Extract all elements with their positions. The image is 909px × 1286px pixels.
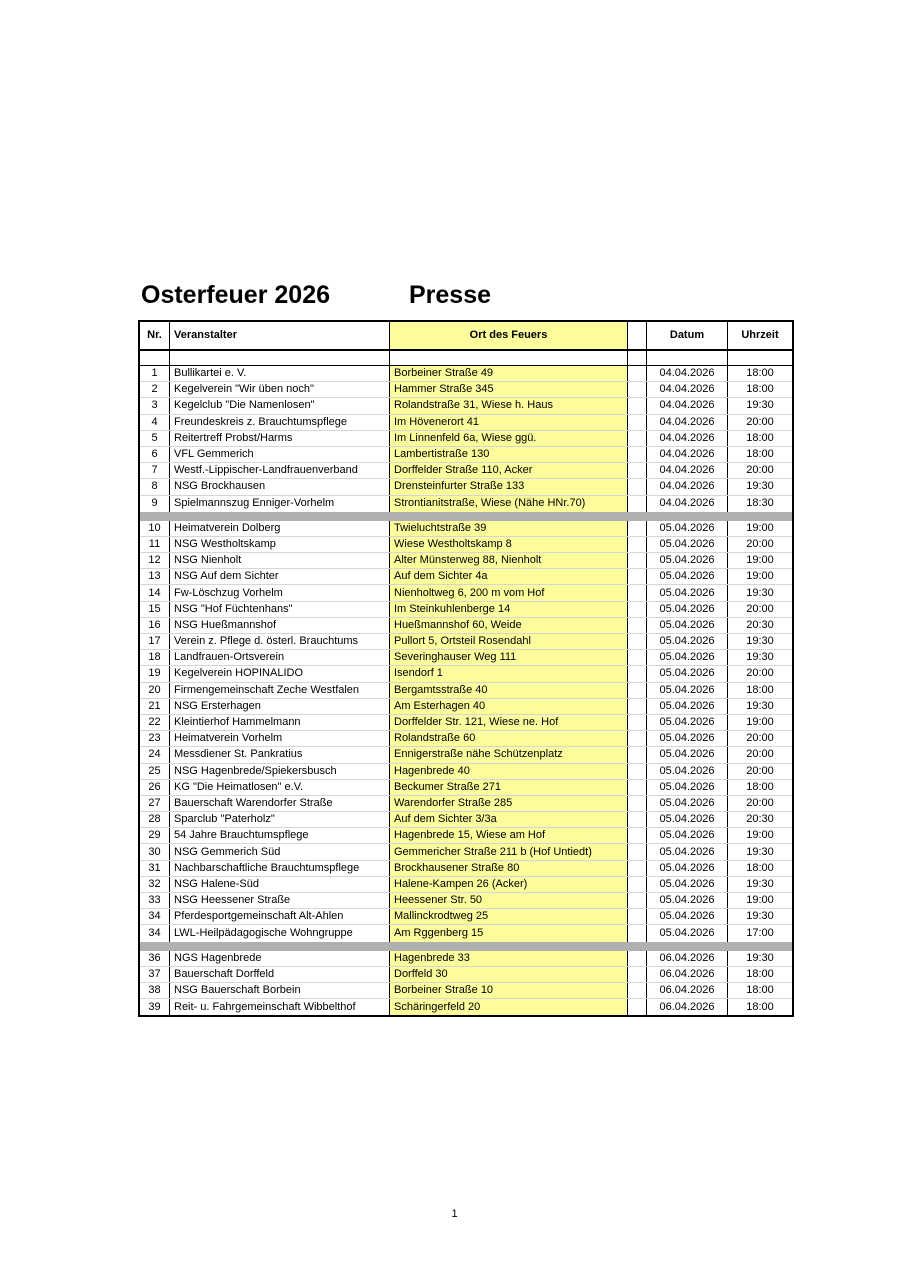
cell-veranstalter: Westf.-Lippischer-Landfrauenverband bbox=[170, 463, 390, 478]
cell-ort: Heessener Str. 50 bbox=[390, 893, 628, 908]
cell-ort: Gemmericher Straße 211 b (Hof Untiedt) bbox=[390, 844, 628, 859]
cell-uhrzeit: 19:00 bbox=[746, 570, 774, 583]
cell-ort: Brockhausener Straße 80 bbox=[390, 861, 628, 876]
cell-ort: Rolandstraße 31, Wiese h. Haus bbox=[390, 398, 628, 413]
cell-uhrzeit: 20:00 bbox=[746, 537, 774, 550]
cell-spacer bbox=[628, 731, 647, 746]
cell-nr: 23 bbox=[140, 731, 170, 746]
table-row bbox=[140, 521, 792, 537]
blank-cell bbox=[390, 351, 628, 365]
cell-spacer bbox=[628, 828, 647, 843]
cell-ort: Im Linnenfeld 6a, Wiese ggü. bbox=[390, 431, 628, 446]
cell-veranstalter: Nachbarschaftliche Brauchtumspflege bbox=[170, 861, 390, 876]
cell-nr: 10 bbox=[140, 521, 170, 536]
cell-nr: 37 bbox=[140, 967, 170, 982]
cell-uhrzeit: 19:30 bbox=[746, 586, 774, 599]
cell-datum: 04.04.2026 bbox=[647, 431, 728, 446]
cell-nr: 21 bbox=[140, 699, 170, 714]
cell-veranstalter: Kegelclub "Die Namenlosen" bbox=[170, 398, 390, 413]
cell-nr: 25 bbox=[140, 764, 170, 779]
cell-uhrzeit: 19:30 bbox=[746, 845, 774, 858]
cell-spacer bbox=[628, 699, 647, 714]
cell-veranstalter: NSG Westholtskamp bbox=[170, 537, 390, 552]
cell-ort: Auf dem Sichter 4a bbox=[390, 569, 628, 584]
cell-datum: 05.04.2026 bbox=[647, 747, 728, 762]
cell-nr: 6 bbox=[140, 447, 170, 462]
cell-spacer bbox=[628, 585, 647, 600]
cell-veranstalter: Pferdesportgemeinschaft Alt-Ahlen bbox=[170, 909, 390, 924]
cell-datum: 05.04.2026 bbox=[647, 553, 728, 568]
table-row bbox=[140, 764, 792, 780]
cell-spacer bbox=[628, 447, 647, 462]
cell-veranstalter: Reit- u. Fahrgemeinschaft Wibbelthof bbox=[170, 999, 390, 1015]
cell-nr: 27 bbox=[140, 796, 170, 811]
cell-datum: 06.04.2026 bbox=[647, 951, 728, 966]
cell-nr: 26 bbox=[140, 780, 170, 795]
table-row bbox=[140, 925, 792, 941]
cell-veranstalter: Heimatverein Vorhelm bbox=[170, 731, 390, 746]
cell-spacer bbox=[628, 780, 647, 795]
cell-uhrzeit: 19:30 bbox=[746, 910, 774, 923]
cell-ort: Ennigerstraße nähe Schützenplatz bbox=[390, 747, 628, 762]
cell-spacer bbox=[628, 553, 647, 568]
table-row bbox=[140, 537, 792, 553]
cell-uhrzeit: 19:00 bbox=[746, 716, 774, 729]
page-subtitle: Presse bbox=[409, 281, 492, 309]
cell-datum: 05.04.2026 bbox=[647, 634, 728, 649]
cell-uhrzeit: 18:00 bbox=[746, 431, 774, 444]
cell-veranstalter: Verein z. Pflege d. österl. Brauchtums bbox=[170, 634, 390, 649]
cell-uhrzeit: 20:00 bbox=[746, 464, 774, 477]
cell-uhrzeit: 19:30 bbox=[746, 951, 774, 964]
cell-uhrzeit: 19:00 bbox=[746, 554, 774, 567]
cell-ort: Im Steinkuhlenberge 14 bbox=[390, 602, 628, 617]
cell-datum: 04.04.2026 bbox=[647, 366, 728, 381]
cell-veranstalter: Freundeskreis z. Brauchtumspflege bbox=[170, 415, 390, 430]
cell-ort: Schäringerfeld 20 bbox=[390, 999, 628, 1015]
cell-ort: Isendorf 1 bbox=[390, 666, 628, 681]
table-row bbox=[140, 983, 792, 999]
table-row bbox=[140, 618, 792, 634]
cell-spacer bbox=[628, 909, 647, 924]
title-line bbox=[141, 281, 801, 311]
cell-spacer bbox=[628, 463, 647, 478]
table-row bbox=[140, 496, 792, 512]
table-row bbox=[140, 747, 792, 763]
cell-spacer bbox=[628, 398, 647, 413]
table-row bbox=[140, 796, 792, 812]
table-row bbox=[140, 844, 792, 860]
cell-datum: 05.04.2026 bbox=[647, 925, 728, 941]
cell-nr: 3 bbox=[140, 398, 170, 413]
cell-datum: 05.04.2026 bbox=[647, 683, 728, 698]
blank-row bbox=[140, 351, 792, 366]
cell-uhrzeit: 20:00 bbox=[746, 764, 774, 777]
cell-spacer bbox=[628, 537, 647, 552]
cell-uhrzeit: 20:00 bbox=[746, 748, 774, 761]
cell-spacer bbox=[628, 877, 647, 892]
cell-uhrzeit: 19:00 bbox=[746, 829, 774, 842]
cell-veranstalter: Kegelverein HOPINALIDO bbox=[170, 666, 390, 681]
cell-veranstalter: LWL-Heilpädagogische Wohngruppe bbox=[170, 925, 390, 941]
cell-nr: 34 bbox=[140, 909, 170, 924]
cell-veranstalter: NSG Bauerschaft Borbein bbox=[170, 983, 390, 998]
cell-ort: Beckumer Straße 271 bbox=[390, 780, 628, 795]
cell-nr: 32 bbox=[140, 877, 170, 892]
header-uhrzeit: Uhrzeit bbox=[741, 329, 779, 341]
cell-spacer bbox=[628, 431, 647, 446]
cell-datum: 05.04.2026 bbox=[647, 764, 728, 779]
cell-veranstalter: NSG Nienholt bbox=[170, 553, 390, 568]
cell-uhrzeit: 19:30 bbox=[746, 399, 774, 412]
cell-datum: 05.04.2026 bbox=[647, 618, 728, 633]
table-row bbox=[140, 585, 792, 601]
cell-nr: 22 bbox=[140, 715, 170, 730]
table-row bbox=[140, 999, 792, 1015]
cell-nr: 14 bbox=[140, 585, 170, 600]
blank-cell bbox=[728, 351, 792, 365]
cell-spacer bbox=[628, 715, 647, 730]
cell-ort: Hueßmannshof 60, Weide bbox=[390, 618, 628, 633]
cell-veranstalter: KG "Die Heimatlosen" e.V. bbox=[170, 780, 390, 795]
cell-datum: 05.04.2026 bbox=[647, 844, 728, 859]
table-row bbox=[140, 479, 792, 495]
cell-nr: 7 bbox=[140, 463, 170, 478]
cell-datum: 05.04.2026 bbox=[647, 521, 728, 536]
cell-spacer bbox=[628, 893, 647, 908]
cell-nr: 36 bbox=[140, 951, 170, 966]
table-row bbox=[140, 909, 792, 925]
cell-spacer bbox=[628, 983, 647, 998]
cell-nr: 38 bbox=[140, 983, 170, 998]
cell-ort: Im Hövenerort 41 bbox=[390, 415, 628, 430]
table-body bbox=[140, 366, 792, 1015]
cell-spacer bbox=[628, 747, 647, 762]
cell-veranstalter: NSG Halene-Süd bbox=[170, 877, 390, 892]
cell-spacer bbox=[628, 521, 647, 536]
cell-veranstalter: VFL Gemmerich bbox=[170, 447, 390, 462]
table-row bbox=[140, 634, 792, 650]
cell-uhrzeit: 20:00 bbox=[746, 602, 774, 615]
cell-spacer bbox=[628, 812, 647, 827]
cell-veranstalter: Bauerschaft Dorffeld bbox=[170, 967, 390, 982]
cell-ort: Hagenbrede 40 bbox=[390, 764, 628, 779]
cell-ort: Hagenbrede 33 bbox=[390, 951, 628, 966]
cell-spacer bbox=[628, 634, 647, 649]
cell-veranstalter: NSG Brockhausen bbox=[170, 479, 390, 494]
cell-ort: Rolandstraße 60 bbox=[390, 731, 628, 746]
cell-datum: 05.04.2026 bbox=[647, 828, 728, 843]
cell-datum: 05.04.2026 bbox=[647, 699, 728, 714]
page-title: Osterfeuer 2026 bbox=[141, 281, 331, 309]
cell-datum: 05.04.2026 bbox=[647, 602, 728, 617]
table-row bbox=[140, 415, 792, 431]
cell-ort: Borbeiner Straße 49 bbox=[390, 366, 628, 381]
cell-spacer bbox=[628, 951, 647, 966]
cell-datum: 05.04.2026 bbox=[647, 796, 728, 811]
cell-datum: 05.04.2026 bbox=[647, 569, 728, 584]
cell-spacer bbox=[628, 683, 647, 698]
cell-nr: 29 bbox=[140, 828, 170, 843]
cell-veranstalter: Landfrauen-Ortsverein bbox=[170, 650, 390, 665]
cell-nr: 33 bbox=[140, 893, 170, 908]
cell-veranstalter: NSG Ersterhagen bbox=[170, 699, 390, 714]
cell-ort: Drensteinfurter Straße 133 bbox=[390, 479, 628, 494]
cell-spacer bbox=[628, 602, 647, 617]
cell-spacer bbox=[628, 764, 647, 779]
cell-datum: 04.04.2026 bbox=[647, 415, 728, 430]
cell-uhrzeit: 19:30 bbox=[746, 877, 774, 890]
cell-spacer bbox=[628, 618, 647, 633]
table-row bbox=[140, 812, 792, 828]
cell-nr: 17 bbox=[140, 634, 170, 649]
cell-spacer bbox=[628, 796, 647, 811]
cell-nr: 34 bbox=[140, 925, 170, 941]
cell-datum: 05.04.2026 bbox=[647, 715, 728, 730]
cell-uhrzeit: 20:00 bbox=[746, 667, 774, 680]
cell-veranstalter: Kleintierhof Hammelmann bbox=[170, 715, 390, 730]
table-row bbox=[140, 553, 792, 569]
cell-ort: Pullort 5, Ortsteil Rosendahl bbox=[390, 634, 628, 649]
cell-nr: 12 bbox=[140, 553, 170, 568]
cell-datum: 05.04.2026 bbox=[647, 666, 728, 681]
table-row bbox=[140, 683, 792, 699]
cell-datum: 04.04.2026 bbox=[647, 398, 728, 413]
cell-veranstalter: Bullikartei e. V. bbox=[170, 366, 390, 381]
cell-nr: 24 bbox=[140, 747, 170, 762]
cell-veranstalter: Heimatverein Dolberg bbox=[170, 521, 390, 536]
table-row bbox=[140, 382, 792, 398]
cell-veranstalter: Kegelverein "Wir üben noch" bbox=[170, 382, 390, 397]
cell-nr: 8 bbox=[140, 479, 170, 494]
cell-spacer bbox=[628, 415, 647, 430]
cell-datum: 04.04.2026 bbox=[647, 479, 728, 494]
cell-spacer bbox=[628, 967, 647, 982]
cell-datum: 04.04.2026 bbox=[647, 496, 728, 512]
cell-spacer bbox=[628, 861, 647, 876]
table-row bbox=[140, 447, 792, 463]
cell-veranstalter: Reitertreff Probst/Harms bbox=[170, 431, 390, 446]
cell-ort: Twieluchtstraße 39 bbox=[390, 521, 628, 536]
table-row bbox=[140, 731, 792, 747]
cell-ort: Strontianitstraße, Wiese (Nähe HNr.70) bbox=[390, 496, 628, 512]
cell-ort: Lambertistraße 130 bbox=[390, 447, 628, 462]
cell-veranstalter: NSG Gemmerich Süd bbox=[170, 844, 390, 859]
table-row bbox=[140, 666, 792, 682]
cell-uhrzeit: 18:00 bbox=[746, 383, 774, 396]
cell-nr: 2 bbox=[140, 382, 170, 397]
cell-nr: 31 bbox=[140, 861, 170, 876]
cell-veranstalter: Spielmannszug Enniger-Vorhelm bbox=[170, 496, 390, 512]
cell-nr: 13 bbox=[140, 569, 170, 584]
header-veranstalter: Veranstalter bbox=[170, 322, 390, 349]
cell-uhrzeit: 18:00 bbox=[746, 861, 774, 874]
cell-uhrzeit: 20:00 bbox=[746, 732, 774, 745]
cell-ort: Dorffelder Str. 121, Wiese ne. Hof bbox=[390, 715, 628, 730]
cell-spacer bbox=[628, 569, 647, 584]
cell-uhrzeit: 17:00 bbox=[746, 926, 774, 939]
cell-spacer bbox=[628, 844, 647, 859]
header-spacer bbox=[628, 322, 647, 349]
cell-ort: Bergamtsstraße 40 bbox=[390, 683, 628, 698]
cell-nr: 1 bbox=[140, 366, 170, 381]
table-row bbox=[140, 967, 792, 983]
table-row bbox=[140, 861, 792, 877]
table-row bbox=[140, 650, 792, 666]
cell-nr: 11 bbox=[140, 537, 170, 552]
cell-ort: Hagenbrede 15, Wiese am Hof bbox=[390, 828, 628, 843]
header-nr: Nr. bbox=[140, 322, 170, 349]
cell-veranstalter: NSG "Hof Füchtenhans" bbox=[170, 602, 390, 617]
blank-cell bbox=[647, 351, 728, 365]
table-header-row bbox=[140, 322, 792, 351]
cell-ort: Borbeiner Straße 10 bbox=[390, 983, 628, 998]
table-row bbox=[140, 715, 792, 731]
cell-veranstalter: Firmengemeinschaft Zeche Westfalen bbox=[170, 683, 390, 698]
cell-spacer bbox=[628, 479, 647, 494]
cell-ort: Am Esterhagen 40 bbox=[390, 699, 628, 714]
cell-ort: Alter Münsterweg 88, Nienholt bbox=[390, 553, 628, 568]
table-row bbox=[140, 463, 792, 479]
cell-datum: 05.04.2026 bbox=[647, 909, 728, 924]
table-row bbox=[140, 602, 792, 618]
cell-uhrzeit: 19:30 bbox=[746, 699, 774, 712]
cell-datum: 05.04.2026 bbox=[647, 537, 728, 552]
cell-nr: 5 bbox=[140, 431, 170, 446]
header-datum: Datum bbox=[647, 322, 728, 349]
cell-spacer bbox=[628, 366, 647, 381]
cell-uhrzeit: 18:00 bbox=[746, 367, 774, 380]
cell-nr: 19 bbox=[140, 666, 170, 681]
cell-ort: Dorffelder Straße 110, Acker bbox=[390, 463, 628, 478]
cell-ort: Auf dem Sichter 3/3a bbox=[390, 812, 628, 827]
cell-ort: Wiese Westholtskamp 8 bbox=[390, 537, 628, 552]
table-row bbox=[140, 431, 792, 447]
cell-uhrzeit: 20:30 bbox=[746, 618, 774, 631]
table-row bbox=[140, 366, 792, 382]
cell-datum: 06.04.2026 bbox=[647, 983, 728, 998]
cell-nr: 39 bbox=[140, 999, 170, 1015]
cell-ort: Mallinckrodtweg 25 bbox=[390, 909, 628, 924]
cell-spacer bbox=[628, 382, 647, 397]
cell-ort: Hammer Straße 345 bbox=[390, 382, 628, 397]
cell-spacer bbox=[628, 925, 647, 941]
cell-uhrzeit: 19:00 bbox=[746, 894, 774, 907]
cell-spacer bbox=[628, 999, 647, 1015]
cell-veranstalter: NSG Auf dem Sichter bbox=[170, 569, 390, 584]
cell-uhrzeit: 18:00 bbox=[746, 1000, 774, 1013]
bonfire-table bbox=[138, 320, 794, 1017]
cell-datum: 05.04.2026 bbox=[647, 780, 728, 795]
group-separator-band bbox=[140, 512, 792, 521]
cell-datum: 06.04.2026 bbox=[647, 967, 728, 982]
table-row bbox=[140, 893, 792, 909]
header-ort: Ort des Feuers bbox=[390, 322, 628, 349]
cell-datum: 04.04.2026 bbox=[647, 447, 728, 462]
cell-veranstalter: NSG Hueßmannshof bbox=[170, 618, 390, 633]
page-number: 1 bbox=[451, 1208, 458, 1220]
cell-ort: Warendorfer Straße 285 bbox=[390, 796, 628, 811]
cell-ort: Halene-Kampen 26 (Acker) bbox=[390, 877, 628, 892]
cell-spacer bbox=[628, 496, 647, 512]
cell-datum: 05.04.2026 bbox=[647, 877, 728, 892]
cell-uhrzeit: 18:00 bbox=[746, 967, 774, 980]
cell-datum: 05.04.2026 bbox=[647, 731, 728, 746]
cell-ort: Dorffeld 30 bbox=[390, 967, 628, 982]
table-row bbox=[140, 780, 792, 796]
cell-nr: 18 bbox=[140, 650, 170, 665]
cell-spacer bbox=[628, 666, 647, 681]
cell-datum: 05.04.2026 bbox=[647, 893, 728, 908]
cell-veranstalter: 54 Jahre Brauchtumspflege bbox=[170, 828, 390, 843]
cell-ort: Severinghauser Weg 111 bbox=[390, 650, 628, 665]
cell-uhrzeit: 18:00 bbox=[746, 984, 774, 997]
cell-nr: 30 bbox=[140, 844, 170, 859]
cell-uhrzeit: 20:00 bbox=[746, 415, 774, 428]
cell-uhrzeit: 20:00 bbox=[746, 796, 774, 809]
cell-datum: 05.04.2026 bbox=[647, 650, 728, 665]
table-row bbox=[140, 569, 792, 585]
cell-veranstalter: Messdiener St. Pankratius bbox=[170, 747, 390, 762]
cell-datum: 05.04.2026 bbox=[647, 861, 728, 876]
cell-veranstalter: Fw-Löschzug Vorhelm bbox=[170, 585, 390, 600]
cell-ort: Nienholtweg 6, 200 m vom Hof bbox=[390, 585, 628, 600]
cell-veranstalter: Sparclub "Paterholz" bbox=[170, 812, 390, 827]
cell-uhrzeit: 19:00 bbox=[746, 521, 774, 534]
blank-cell bbox=[140, 351, 170, 365]
cell-ort: Am Rggenberg 15 bbox=[390, 925, 628, 941]
cell-datum: 04.04.2026 bbox=[647, 382, 728, 397]
cell-datum: 05.04.2026 bbox=[647, 812, 728, 827]
table-row bbox=[140, 398, 792, 414]
cell-uhrzeit: 19:30 bbox=[746, 480, 774, 493]
cell-uhrzeit: 19:30 bbox=[746, 651, 774, 664]
cell-uhrzeit: 19:30 bbox=[746, 635, 774, 648]
table-row bbox=[140, 699, 792, 715]
table-row bbox=[140, 828, 792, 844]
cell-veranstalter: NSG Heessener Straße bbox=[170, 893, 390, 908]
cell-nr: 20 bbox=[140, 683, 170, 698]
cell-uhrzeit: 20:30 bbox=[746, 813, 774, 826]
group-separator-band bbox=[140, 942, 792, 951]
cell-datum: 05.04.2026 bbox=[647, 585, 728, 600]
cell-uhrzeit: 18:00 bbox=[746, 448, 774, 461]
table-row bbox=[140, 877, 792, 893]
cell-uhrzeit: 18:30 bbox=[746, 497, 774, 510]
cell-spacer bbox=[628, 650, 647, 665]
blank-cell bbox=[170, 351, 390, 365]
blank-cell bbox=[628, 351, 647, 365]
cell-nr: 15 bbox=[140, 602, 170, 617]
cell-nr: 9 bbox=[140, 496, 170, 512]
cell-veranstalter: NSG Hagenbrede/Spiekersbusch bbox=[170, 764, 390, 779]
cell-nr: 4 bbox=[140, 415, 170, 430]
cell-veranstalter: NGS Hagenbrede bbox=[170, 951, 390, 966]
table-row bbox=[140, 951, 792, 967]
cell-nr: 28 bbox=[140, 812, 170, 827]
cell-datum: 04.04.2026 bbox=[647, 463, 728, 478]
cell-veranstalter: Bauerschaft Warendorfer Straße bbox=[170, 796, 390, 811]
cell-uhrzeit: 18:00 bbox=[746, 780, 774, 793]
cell-datum: 06.04.2026 bbox=[647, 999, 728, 1015]
cell-nr: 16 bbox=[140, 618, 170, 633]
cell-uhrzeit: 18:00 bbox=[746, 683, 774, 696]
